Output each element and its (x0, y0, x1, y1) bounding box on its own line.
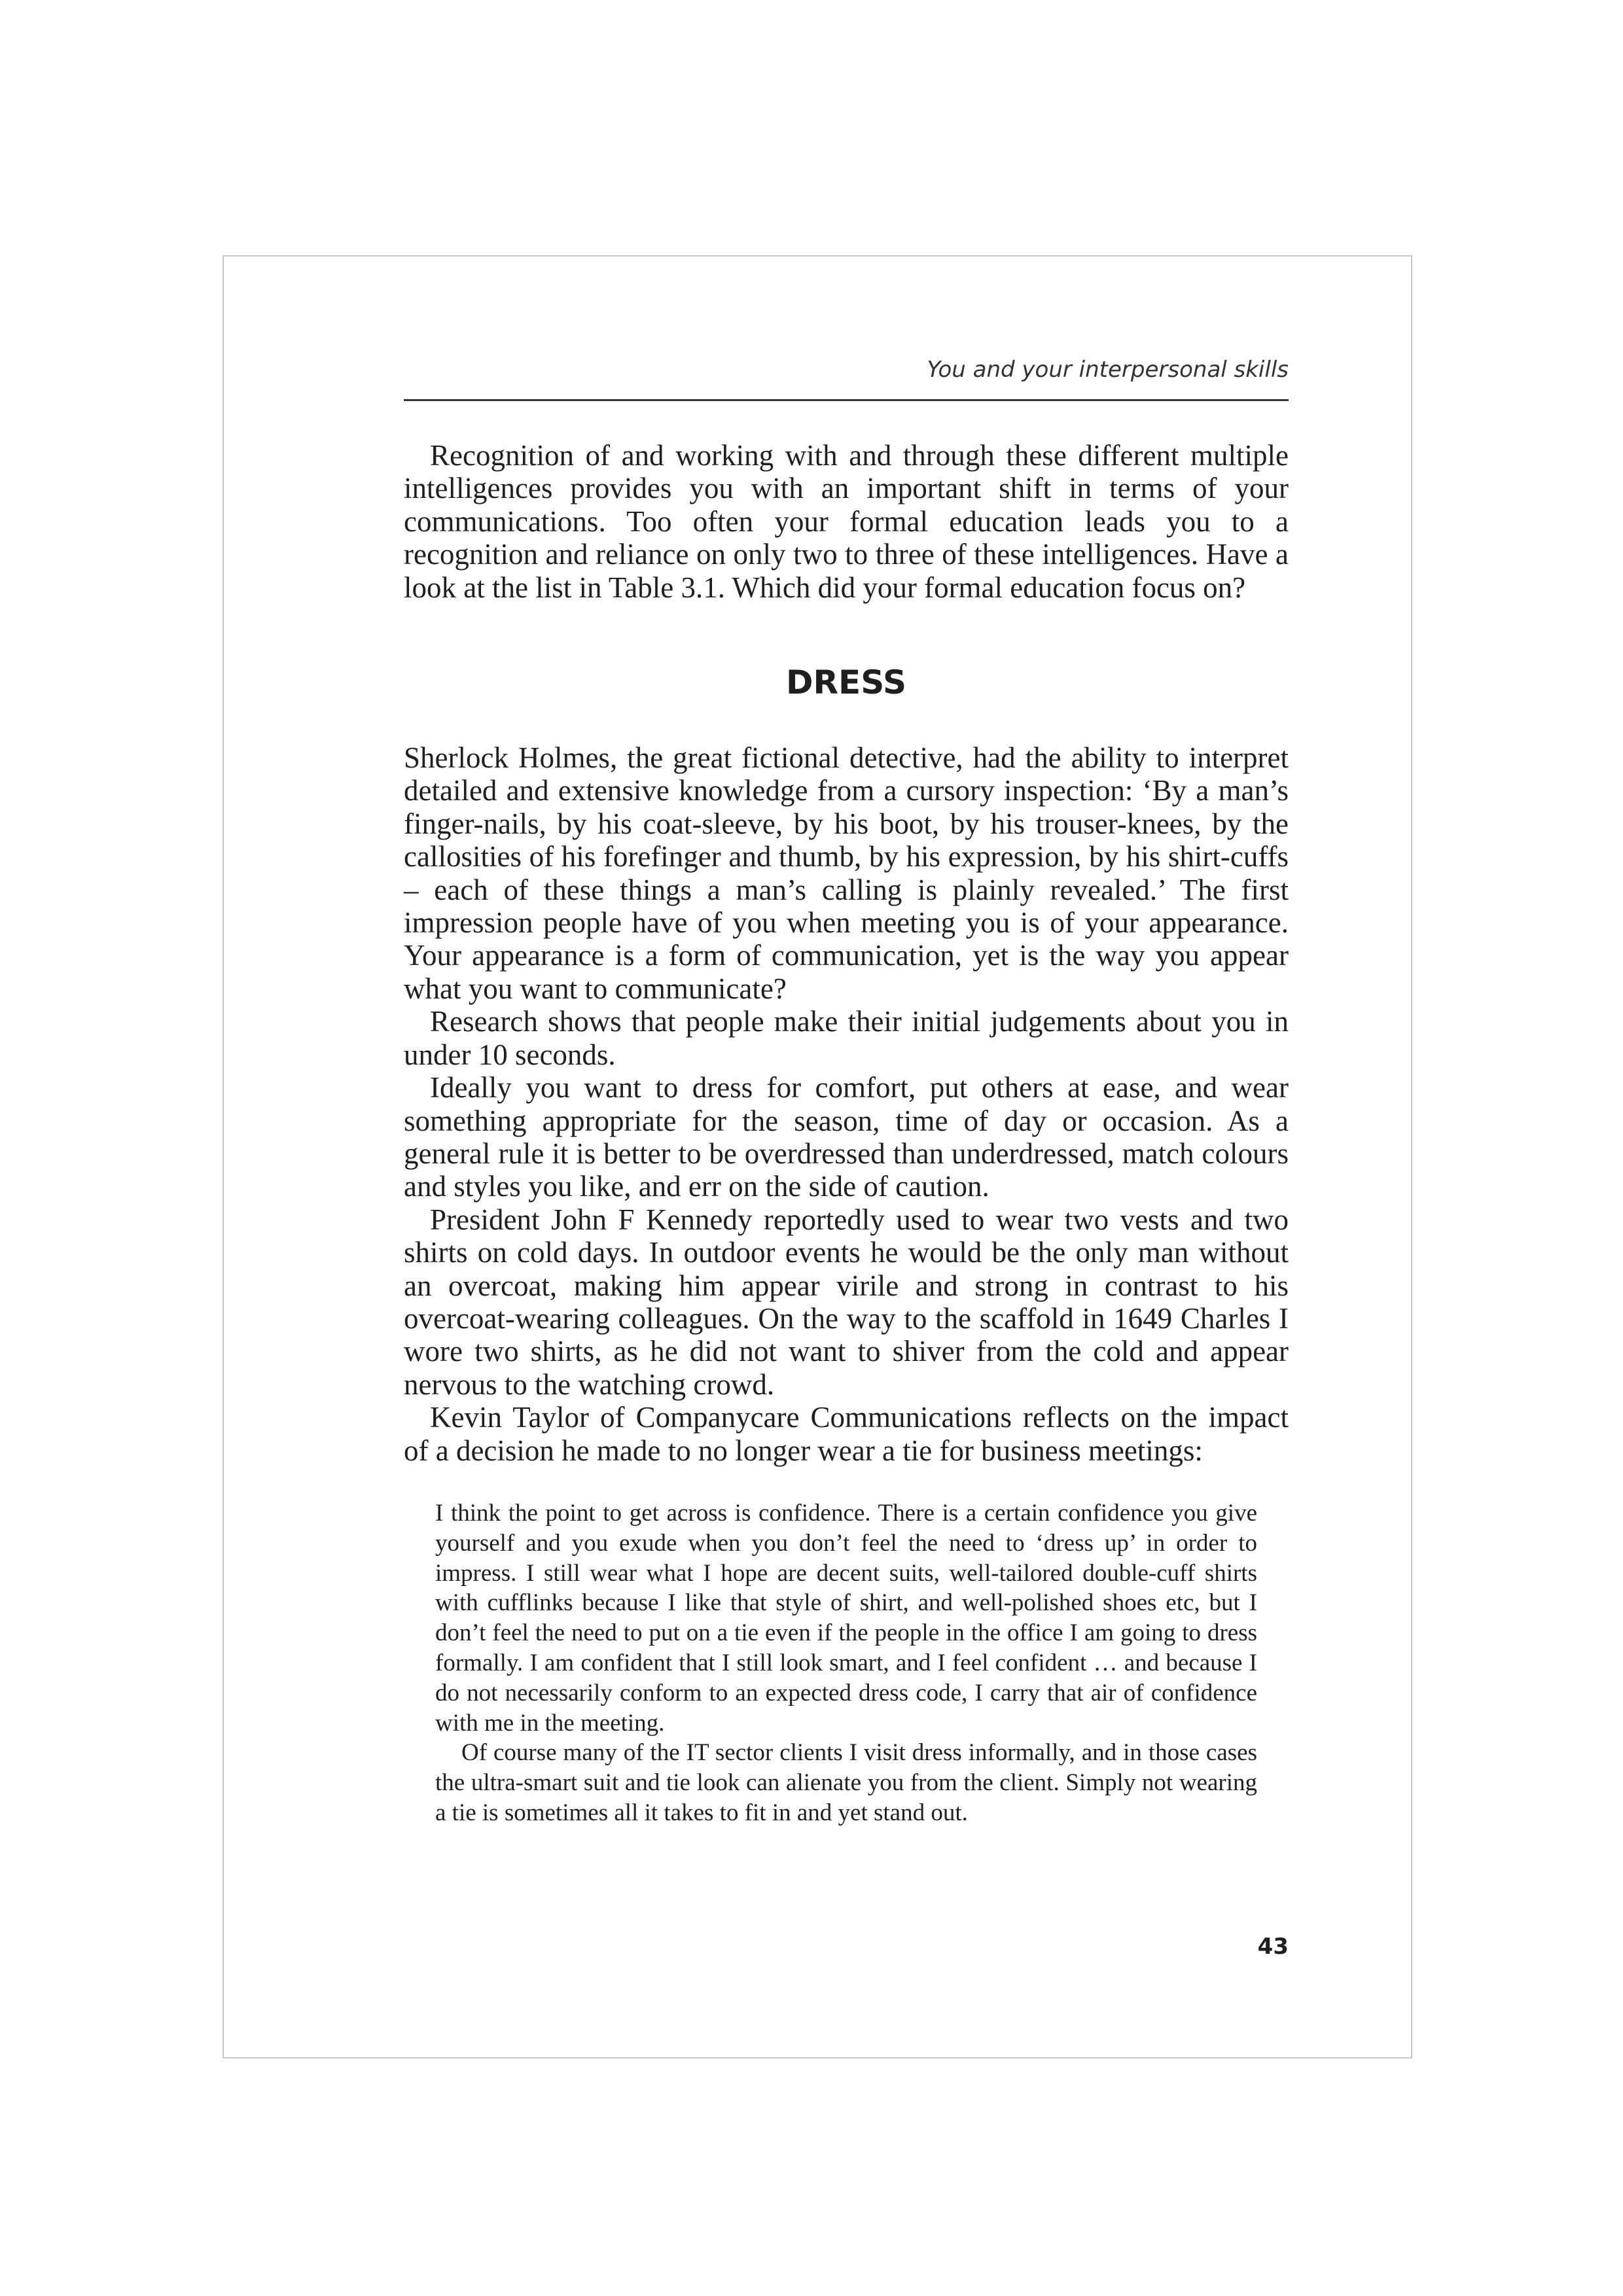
quote-paragraph: I think the point to get across is confidence. There is a certain confidence you give yourself and you exude when you don’t feel the need to ‘dress up’ in order to impress. I still wear what I hope are decent suits, well-tailored double-cuff shirts with cufflinks because I like that style of shirt, and well-polished shoes etc, but I don’t feel the need to put on a tie even if the people in the office I am going to dress formally. I am confident that I still look smart, and I feel confident … and because I do not necessarily conform to an expected dress code, I carry that air of confidence with me in the meeting. (435, 1499, 1257, 1737)
block-quote (435, 1498, 1257, 1828)
page-number: 43 (1257, 1934, 1289, 1960)
page-content (404, 340, 1289, 1828)
quote-paragraph: Of course many of the IT sector clients I visit dress informally, and in those cases the ultra-smart suit and tie look can alienate you from the client. Simply not wearing a tie is sometimes all it takes to fit in and yet stand out. (435, 1739, 1257, 1826)
intro-paragraph: Recognition of and working with and through these different multiple intelligences provides you with an important shift in terms of your communications. Too often your formal education leads you to a recognition and reliance on only two to three of these intelligences. Have a look at the list in Table 3.1. Which did your formal education focus on? (404, 439, 1289, 604)
section-heading: DRESS (786, 663, 906, 702)
section-body (404, 741, 1289, 1467)
body-paragraph: Ideally you want to dress for comfort, put others at ease, and wear something appropriate for the season, time of day or occasion. As a general rule it is better to be overdressed than underdressed, match colours and styles you like, and err on the side of caution. (404, 1071, 1289, 1203)
body-paragraph: President John F Kennedy reportedly used to wear two vests and two shirts on cold days. In outdoor events he would be the only man without an overcoat, making him appear virile and strong in contrast to his overcoat-wearing colleagues. On the way to the scaffold in 1649 Charles I wore two shirts, as he did not want to shiver from the cold and appear nervous to the watching crowd. (404, 1203, 1289, 1401)
body-paragraph: Kevin Taylor of Companycare Communications reflects on the impact of a decision he made to no longer wear a tie for business meetings: (404, 1401, 1289, 1467)
body-paragraph: Sherlock Holmes, the great fictional detective, had the ability to interpret detailed and extensive knowledge from a cursory inspection: ‘By a man’s finger-nails, by his coat-sleeve, by his boot, by his trouser-knees, by the callosities of his forefinger and thumb, by his expression, by his shirt-cuffs – each of these things a man’s calling is plainly revealed.’ The first impression people have of you when meeting you is of your appearance. Your appearance is a form of communication, yet is the way you appear what you want to communicate? (404, 741, 1289, 1005)
running-head: You and your interpersonal skills (404, 340, 1289, 401)
body-paragraph: Research shows that people make their initial judgements about you in under 10 seconds. (404, 1005, 1289, 1071)
intro-section (404, 439, 1289, 604)
